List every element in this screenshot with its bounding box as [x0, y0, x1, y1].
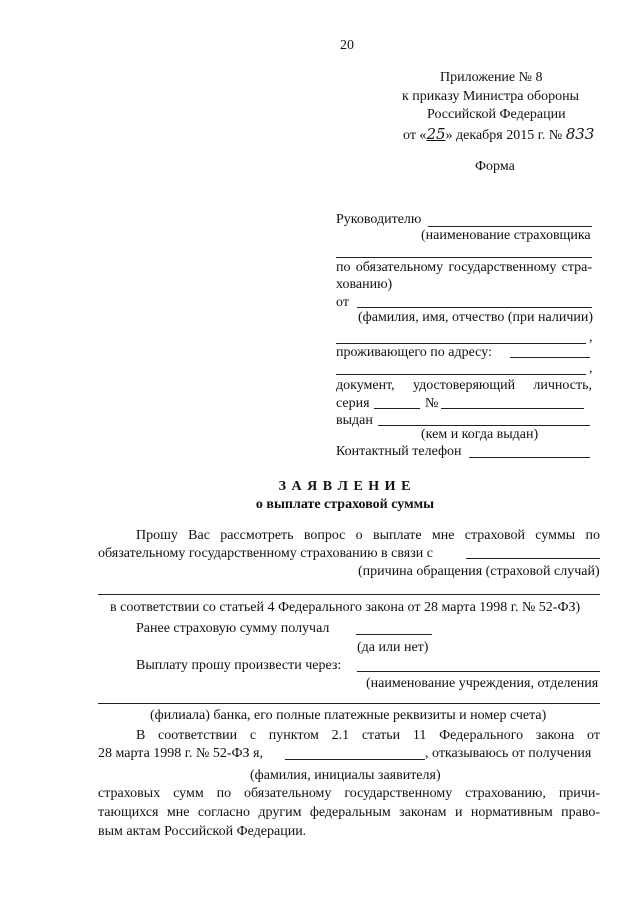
applicant-fio-line [357, 307, 592, 308]
reason-caption: (причина обращения (страховой случай) [358, 564, 600, 579]
p1-line-2: обязательному государственному страхованию в связи с [98, 546, 433, 561]
address-line-2 [336, 374, 586, 375]
phone-label: Контактный телефон [336, 444, 462, 459]
insurer-name-line [428, 226, 592, 227]
p3-line-1 [136, 728, 600, 744]
p1-line-1 [136, 528, 600, 544]
document-subtitle: о выплате страховой суммы [255, 497, 435, 512]
issued-label: выдан [336, 413, 373, 428]
annex-line-1: Приложение № 8 [440, 70, 543, 85]
issued-caption: (кем и когда выдан) [421, 427, 539, 442]
reason-line-1 [466, 558, 600, 559]
p3-line-2b: , отказываюсь от получения [425, 746, 592, 761]
phone-line [469, 457, 590, 458]
annex-date-mid: » декабря 2015 г. № [445, 128, 563, 143]
fio-caption: (фамилия, имя, отчество (при наличии) [358, 310, 594, 325]
p3-line-4-text: тающихся мне согласно другим федеральным законам и нормативным право- [98, 805, 600, 820]
received-line [356, 634, 432, 635]
received-label: Ранее страховую сумму получал [136, 621, 330, 636]
p3-line-1-text: В соответствии с пунктом 2.1 статьи 11 Федерального закона от [136, 728, 600, 743]
series-line [374, 408, 420, 409]
document-line [336, 378, 592, 394]
bank-caption: (филиала) банка, его полные платежные реквизиты и номер счета) [150, 708, 547, 723]
p3-line-2a: 28 марта 1998 г. № 52-ФЗ я, [98, 746, 263, 761]
comma-2: , [589, 361, 593, 376]
p3-line-3 [98, 786, 600, 802]
p3-line-3-text: страховых сумм по обязательному государственному страхованию, причи- [98, 786, 600, 801]
institution-caption: (наименование учреждения, отделения [366, 676, 599, 691]
p3-line-4 [98, 805, 600, 821]
series-label: серия [336, 396, 370, 411]
applicant-name-line [285, 759, 425, 760]
annex-line-3: Российской Федерации [427, 107, 566, 122]
annex-date-line [403, 125, 594, 144]
p1-line-1-text: Прошу Вас рассмотреть вопрос о выплате мне страховой суммы по [136, 528, 600, 543]
form-label: Форма [475, 159, 515, 174]
law-reference: в соответствии со статьей 4 Федерального закона от 28 марта 1998 г. № 52-ФЗ) [110, 600, 581, 615]
insurance-line-1 [336, 260, 592, 276]
page-number: 20 [340, 38, 354, 53]
insurer-caption: (наименование страховщика [421, 228, 591, 243]
comma-1: , [589, 330, 593, 345]
document-number-line [441, 408, 584, 409]
annex-line-2: к приказу Министра обороны [402, 89, 579, 104]
p3-line-5: вым актам Российской Федерации. [98, 824, 307, 839]
bank-details-line [98, 703, 600, 704]
annex-order-number: 833 [565, 125, 595, 143]
yes-no-caption: (да или нет) [357, 640, 429, 655]
residing-label: проживающего по адресу: [336, 345, 492, 360]
insurance-line-2: хованию) [336, 277, 393, 292]
document-title: З А Я В Л Е Н И Е [278, 479, 412, 494]
from-label: от [336, 295, 349, 310]
issued-line [378, 425, 590, 426]
addressee-head: Руководителю [336, 212, 422, 227]
institution-line [357, 671, 600, 672]
insurer-name-line-2 [336, 257, 592, 258]
annex-date-prefix: от « [403, 128, 427, 143]
payment-via-label: Выплату прошу произвести через: [136, 658, 342, 673]
insurance-line-1-text: по обязательному государственному стра- [336, 260, 592, 275]
reason-line-2 [98, 594, 600, 595]
number-sign: № [425, 396, 439, 411]
fio-line-2 [336, 343, 586, 344]
annex-date-day: 25 [426, 125, 446, 143]
address-line-1 [510, 357, 590, 358]
document-line-text: документ, удостоверяющий личность, [336, 378, 592, 393]
applicant-caption: (фамилия, инициалы заявителя) [250, 768, 441, 783]
